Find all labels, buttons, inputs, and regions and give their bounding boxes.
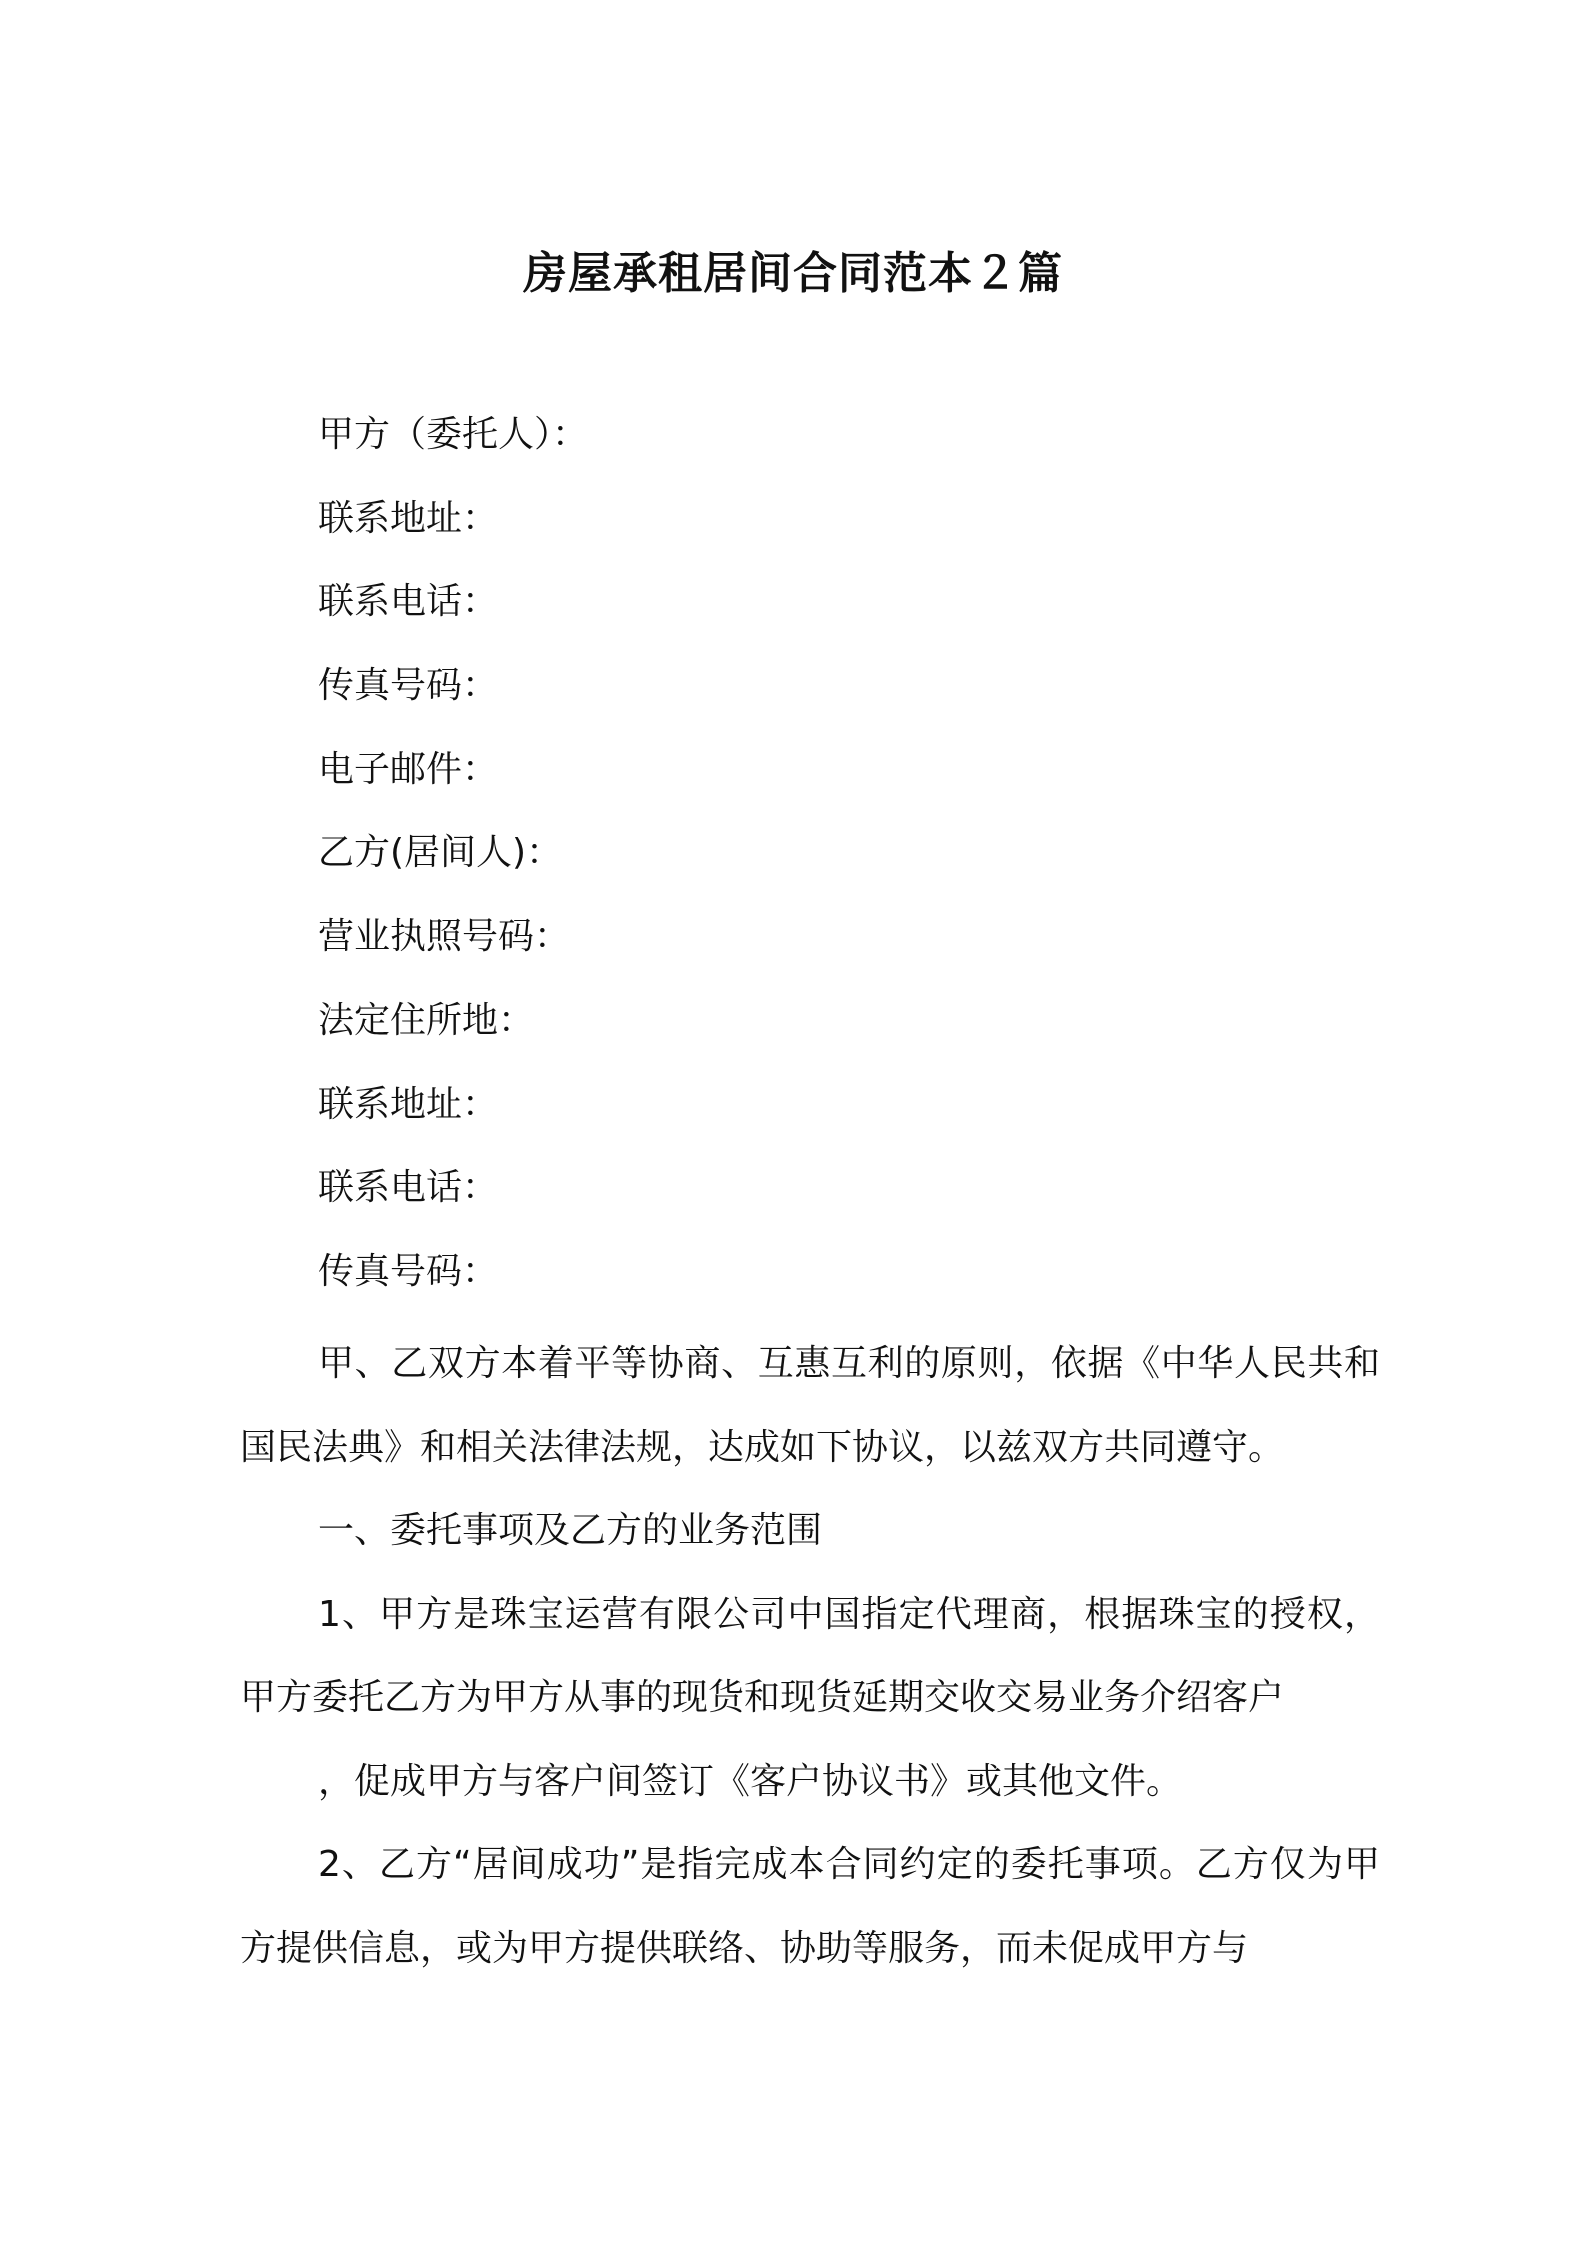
field-party-b-fax: 传真号码： [318,1250,499,1292]
party-info-list [318,405,588,1326]
field-party-a-address: 联系地址： [318,497,499,539]
document-title: 房屋承租居间合同范本２篇 [523,248,1063,300]
paragraph-clause-1-continued: ，促成甲方与客户间签订《客户协议书》或其他文件。 [318,1760,1183,1802]
field-party-a-fax: 传真号码： [318,665,499,707]
field-party-b-address: 联系地址： [318,1083,499,1125]
paragraph-clause-1: 1、甲方是珠宝运营有限公司中国指定代理商，根据珠宝的授权，甲方委托乙方为甲方从事的现货和现货延期交收交易业务介绍客户 [240,1593,1380,1718]
paragraph-preamble: 甲、乙双方本着平等协商、互惠互利的原则，依据《中华人民共和国民法典》和相关法律法规，达成如下协议，以兹双方共同遵守。 [240,1343,1380,1468]
contract-body [240,1322,1380,1990]
field-party-a-email: 电子邮件： [318,748,499,790]
field-party-a: 甲方（委托人）： [318,414,589,455]
paragraph-clause-2: 2、乙方“居间成功”是指完成本合同约定的委托事项。乙方仅为甲方提供信息，或为甲方提供联络、协助等服务，而未促成甲方与 [240,1844,1380,1969]
field-party-b-phone: 联系电话： [318,1167,499,1209]
field-party-b-license: 营业执照号码： [318,916,571,958]
field-party-b: 乙方(居间人)： [318,832,563,874]
field-party-b-domicile: 法定住所地： [318,999,535,1041]
field-party-a-phone: 联系电话： [318,581,499,623]
section-heading-1: 一、委托事项及乙方的业务范围 [318,1510,823,1551]
